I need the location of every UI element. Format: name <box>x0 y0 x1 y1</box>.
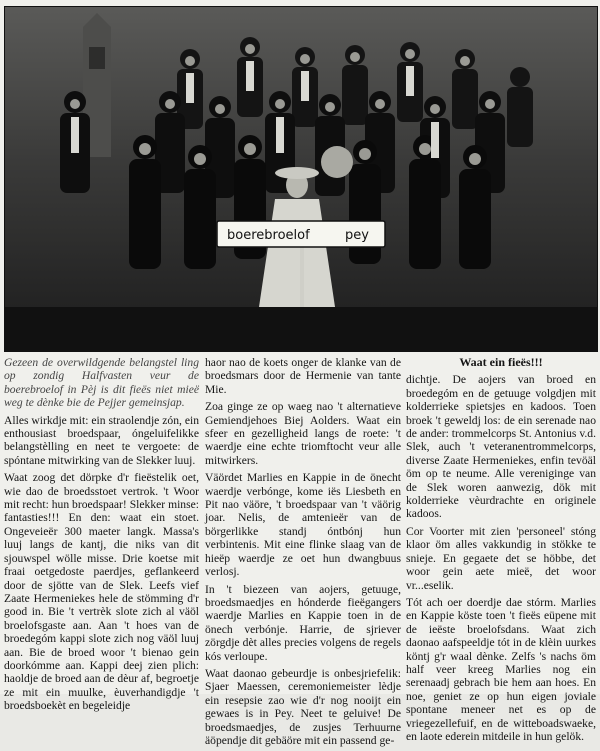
paragraph: dichtje. De aojers van broed en broedegóm en de getuuge volgdjen mit kolderrieke spietsjes en kadoos. Toen broek 't geweldj los: de ein serenade nao de ander: trommelcorps St. Antonius v.d. Slek, auch 't veteranentrommelcorps, diverse Zaate Hermeniekes, enfin tevöäl öm op te neume. Alle vereniginge van de Slek woren aanwezig, dök mit kolderrieke vèurdrachte en originele kadoos. <box>406 373 596 521</box>
article-subheading: Waat ein fieës!!! <box>459 355 543 369</box>
article-column-3 <box>406 356 596 747</box>
paragraph: Zoa ginge ze op waeg nao 't alternatieve Gemiendjehoes Biej Aolders. Waat ein sfeer en gezelligheid langs de roete: 't waerdje eine echte triomftocht veur alle mitwirkers. <box>205 400 401 467</box>
wedding-group-photo <box>4 6 598 352</box>
article-column-2 <box>205 356 401 751</box>
paragraph: haor nao de koets onger de klanke van de broedsmars door de Hermenie van tante Mie. <box>205 356 401 396</box>
photo-caption: Gezeen de overwildgende belangstel ling op zondig Halfvasten veur de boerebroelof in Pèj is dit fieës niet mieë weg te dènke bie de Pejjer gemeinsjap. <box>4 356 199 410</box>
paragraph: Väördet Marlies en Kappie in de önecht waerdje verbónge, kome iës Liesbeth en Pit nao väöre, 't broedspaar van 't väörig joar. Nelis, de amtenieër van de börgerlikke standj óntbónj hun verbintenis. Mit eine flinke slaag van de hieëp waerdje ze oet hun dwangbuus verlosj. <box>205 471 401 579</box>
paragraph: Tót ach oer doerdje dae stórm. Marlies en Kappie köste toen 't fieës eüpene mit de ieëste broelofsdans. Waat zich daonao aafspeeldje tót in de klèin uurkes köntj g'r waal dènke. Zelfs 's nachs öm half veer kreeg Marlies nog ein serenaadj gebrach bie hem aan hoes. En noe, geniet ze op hun eigen joviale spontane meneer net es op de vriegezellefuif, en de witteboadswaeke, en laote ederein mitdeile in hun gelök. <box>406 595 596 743</box>
sign-text-right: pey <box>345 228 369 243</box>
paragraph: Cor Voorter mit zien 'personeel' stóng klaor öm alles vakkundig in stökke te snieje. En gegaete det se höbbe, det woor gein aete mieë, det woor vr...eselik. <box>406 524 596 592</box>
paragraph: Waat daonao gebeurdje is onbesjriefelik: Sjaer Maessen, ceremoniemeister lèdje ein resepsie zao wie d'r nog nooijt ein gewaes is in Pey. Neet te geluive! De broedsmaedjes, de zusjes Terhuurne äöpendje dit gebäöre mit ein passend ge- <box>205 666 401 747</box>
paragraph: In 't biezeen van aojers, getuuge, broedsmaedjes en hónderde fieëgangers waerdje Marlies en Kappie toen in de önech verbónje. Harrie, de sjriever zörgdje dèt alles precies volgens de regels kós verloupe. <box>205 582 401 663</box>
paragraph: Alles wirkdje mit: ein straolendje zón, ein enthousiast broedspaar, óngeluifelikke belangstèlling en neet te vergoete: de spóntane mitwirking van de Slekker luuj. <box>4 413 199 467</box>
paragraph: Waat zoog det dörpke d'r fieëstelik oet, wie dao de broedsstoet vertrok. 't Woor mit recht: hun broedspaar! Slekker minse: fantasties!!! En den: waat ein stoet. Ongeveieër 300 maeter langk. Massa's luuj langs de kantj, die niks van dit sjouwspel wölle misse. Drie koetse mit fraai oetgedoste paerdjes, geflankeerd door de sjötte van de Slek. Leefs vief Zaate Hermeniekes hele de stömming d'r good in. Bie 't vertrèk slote zich al väöl broelofsgaste aan. Aan 't hoes van de broedegóm kappi slote zich nog väöl luuj aan. Bie de broed woor 't bienao gein doorkómme aan. Kappi deej zien plich: haoldje de broed aan de dèur af, begroetje ze mit ein muulke, èuverhandigdje 't broedsboekèt en begeleidje <box>4 471 199 713</box>
sign-text-left: boerebroelof <box>227 228 310 243</box>
photo-illustration <box>5 7 597 351</box>
article-column-1 <box>4 356 199 717</box>
